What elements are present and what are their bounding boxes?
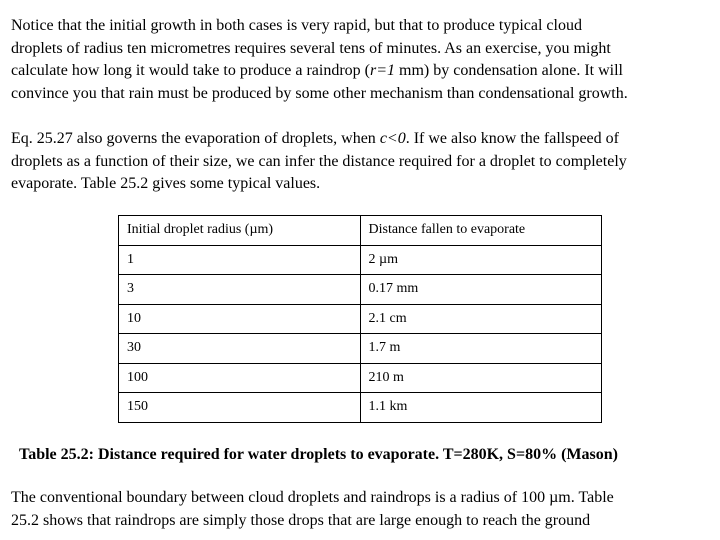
text-line: Notice that the initial growth in both cases is very rapid, but that to produce typical cloud: [11, 17, 582, 34]
text-span: . If we also know the fallspeed of: [405, 130, 619, 147]
table-row: [119, 393, 602, 423]
table-cell: 30: [119, 334, 361, 364]
table-row: [119, 245, 602, 275]
text-line: convince you that rain must be produced by some other mechanism than condensational growth.: [11, 84, 628, 102]
table-cell: 3: [119, 275, 361, 305]
table-cell: 2 µm: [360, 245, 602, 275]
table-cell: 1.1 km: [360, 393, 602, 423]
table-cell: 1.7 m: [360, 334, 602, 364]
table-row: [119, 334, 602, 364]
table-cell: 150: [119, 393, 361, 423]
text-span: Eq. 25.27 also governs the evaporation of droplets, when: [11, 130, 380, 147]
text-span: calculate how long it would take to produce a raindrop (: [11, 62, 370, 79]
table-cell: 0.17 mm: [360, 275, 602, 305]
text-line: The conventional boundary between cloud droplets and raindrops is a radius of 100 µm. Table: [11, 489, 614, 506]
text-line: [11, 128, 711, 151]
math-variable: r=1: [370, 62, 396, 79]
table-cell: 210 m: [360, 363, 602, 393]
table-header-cell: Initial droplet radius (µm): [119, 216, 361, 246]
table-header-row: [119, 216, 602, 246]
evaporation-distance-table: [118, 215, 602, 423]
table-row: [119, 304, 602, 334]
table-caption: Table 25.2: Distance required for water droplets to evaporate. T=280K, S=80% (Mason): [19, 446, 618, 463]
table-cell: 2.1 cm: [360, 304, 602, 334]
text-line: [11, 60, 711, 83]
paragraph-boundary: [11, 487, 711, 532]
table-header-cell: Distance fallen to evaporate: [360, 216, 602, 246]
table-row: [119, 363, 602, 393]
math-variable: c<0: [379, 130, 406, 147]
text-line: 25.2 shows that raindrops are simply those drops that are large enough to reach the ground: [11, 511, 591, 529]
table-row: [119, 275, 602, 305]
table-cell: 100: [119, 363, 361, 393]
text-span: mm) by condensation alone. It will: [395, 62, 623, 79]
paragraph-evaporation: [11, 128, 711, 196]
text-line: evaporate. Table 25.2 gives some typical values.: [11, 175, 321, 192]
paragraph-initial-growth: [11, 15, 711, 105]
table-cell: 1: [119, 245, 361, 275]
text-line: droplets of radius ten micrometres requires several tens of minutes. As an exercise, you might: [11, 39, 611, 57]
text-line: droplets as a function of their size, we can infer the distance required for a droplet to completely: [11, 152, 627, 170]
table-cell: 10: [119, 304, 361, 334]
